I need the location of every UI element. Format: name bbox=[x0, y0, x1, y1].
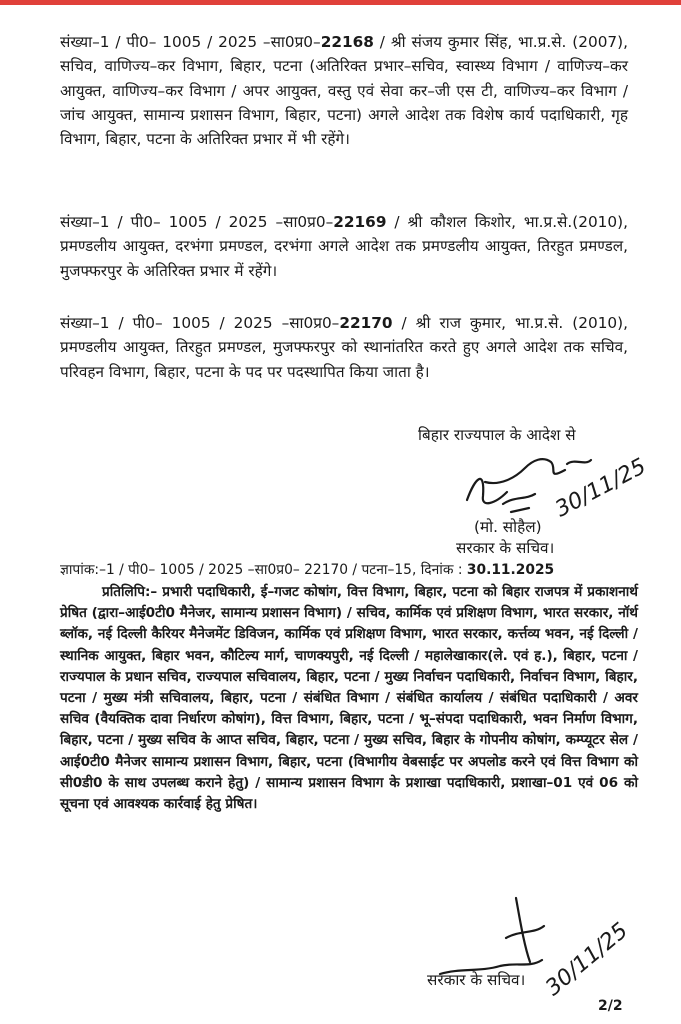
footer-designation: सरकार के सचिव। bbox=[427, 971, 526, 989]
handwritten-date-1: 30/11/25 bbox=[551, 453, 651, 523]
order-text: / श्री कौशल किशोर, भा.प्र.से.(2010), प्रमण्डलीय आयुक्त, दरभंगा प्रमण्डल, दरभंगा अगले आदेश तक प्रमण्डलीय आयुक्त, तिरहुत प्रमण्डल, मुजफ्फरपुर के अतिरिक्त प्रभार में रहेंगे। bbox=[60, 213, 628, 280]
order-paragraph-2 bbox=[60, 210, 628, 283]
top-red-rule bbox=[0, 0, 681, 5]
copy-distribution-list bbox=[60, 582, 638, 815]
signature-authority: बिहार राज्यपाल के आदेश से bbox=[418, 426, 576, 444]
order-ref-prefix: संख्या–1 / पी0– 1005 / 2025 –सा0प्र0– bbox=[60, 314, 340, 332]
copy-text: प्रतिलिपि:– प्रभारी पदाधिकारी, ई–गजट कोषांग, वित्त विभाग, बिहार, पटना को बिहार राजपत्र में प्रकाशनार्थ प्रेषित (द्वारा–आई0टी0 मैनेजर, सामान्य प्रशासन विभाग) / सचिव, कार्मिक एवं प्रशिक्षण विभाग, भारत सरकार, नॉर्थ ब्लॉक, नई दिल्ली कैरियर मैनेजमेंट डिविजन, कार्मिक एवं प्रशिक्षण विभाग, भारत सरकार, कर्त्तव्य भवन, नई दिल्ली / स्थानिक आयुक्त, बिहार भवन, कौटिल्य मार्ग, चाणक्यपुरी, नई दिल्ली / महालेखाकार(ले. एवं ह.), बिहार, पटना / राज्यपाल के प्रधान सचिव, राज्यपाल सचिवालय, बिहार, पटना / मुख्य निर्वाचन पदाधिकारी, निर्वाचन विभाग, बिहार, पटना / मुख्य मंत्री सचिवालय, बिहार, पटना / संबंधित विभाग / संबंधित कार्यालय / संबंधित पदाधिकारी / अवर सचिव (वैयक्तिक दावा निर्धारण कोषांग), वित्त विभाग, बिहार, पटना / भू–संपदा पदाधिकारी, भवन निर्माण विभाग, बिहार, पटना / मुख्य सचिव के आप्त सचिव, बिहार, पटना / मुख्य सचिव, बिहार के गोपनीय कोषांग, कम्प्यूटर सेल / आई0टी0 मैनेजर सामान्य प्रशासन विभाग, बिहार, पटना (विभागीय वेबसाईट पर अपलोड करने एवं वित्त विभाग को सी0डी0 के साथ उपलब्ध कराने हेतु) / सामान्य प्रशासन विभाग के प्रशाखा पदाधिकारी, प्रशाखा–01 एवं 06 को सूचना एवं आवश्यक कार्रवाई हेतु प्रेषित। bbox=[60, 584, 638, 813]
handwritten-signature-1 bbox=[455, 408, 651, 528]
order-paragraph-1 bbox=[60, 30, 628, 151]
order-ref-prefix: संख्या–1 / पी0– 1005 / 2025 –सा0प्र0– bbox=[60, 33, 321, 51]
order-ref-number: 22169 bbox=[333, 213, 387, 231]
order-ref-number: 22168 bbox=[320, 33, 374, 51]
signatory-designation: सरकार के सचिव। bbox=[456, 539, 555, 557]
memo-date: 30.11.2025 bbox=[466, 562, 555, 578]
order-text: / श्री राज कुमार, भा.प्र.से. (2010), प्रमण्डलीय आयुक्त, तिरहुत प्रमण्डल, मुजफ्फरपुर को स्थानांतरित करते हुए अगले आदेश तक सचिव, परिवहन विभाग, बिहार, पटना के पद पर पदस्थापित किया जाता है। bbox=[60, 314, 628, 381]
page-number: 2/2 bbox=[598, 998, 623, 1014]
order-text: / श्री संजय कुमार सिंह, भा.प्र.से. (2007), सचिव, वाणिज्य–कर विभाग, बिहार, पटना (अतिरिक्त प्रभार–सचिव, स्वास्थ्य विभाग / वाणिज्य–कर आयुक्त, वाणिज्य–कर विभाग / अपर आयुक्त, वस्तु एवं सेवा कर–जी एस टी, वाणिज्य–कर विभाग / जांच आयुक्त, सामान्य प्रशासन विभाग, बिहार, पटना) अगले आदेश तक विशेष कार्य पदाधिकारी, गृह विभाग, बिहार, पटना के अतिरिक्त प्रभार में भी रहेंगे। bbox=[60, 33, 628, 149]
signatory-name: (मो. सोहैल) bbox=[474, 518, 542, 536]
order-paragraph-3 bbox=[60, 311, 628, 384]
memo-reference bbox=[60, 560, 640, 580]
order-ref-prefix: संख्या–1 / पी0– 1005 / 2025 –सा0प्र0– bbox=[60, 213, 334, 231]
order-ref-number: 22170 bbox=[339, 314, 393, 332]
handwritten-date-2: 30/11/25 bbox=[541, 918, 633, 1001]
memo-ref-text: ज्ञापांक:–1 / पी0– 1005 / 2025 –सा0प्र0– 22170 / पटना–15, दिनांक : bbox=[60, 562, 463, 578]
